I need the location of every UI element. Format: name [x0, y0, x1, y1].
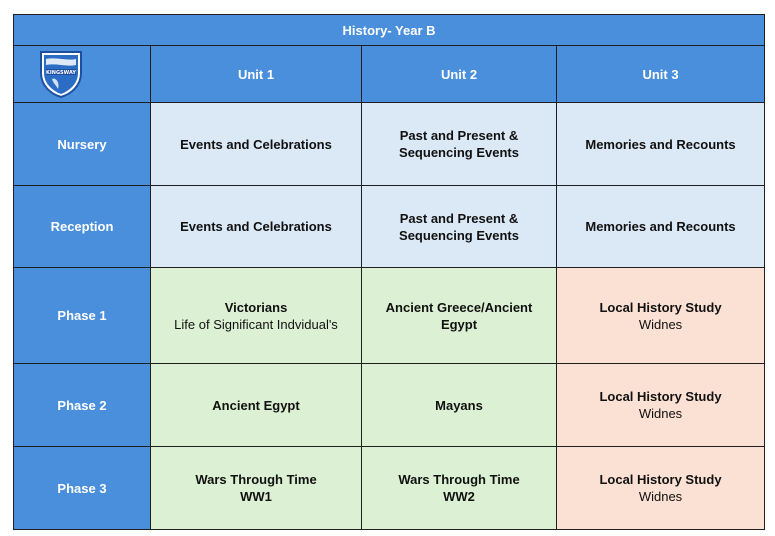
table-row: [14, 364, 765, 447]
kingsway-school-crest-icon: [38, 49, 84, 99]
column-header-unit-1: Unit 1: [151, 46, 362, 103]
cell-phase-2-unit-3: [557, 364, 765, 447]
cell-phase-3-unit-1: [151, 447, 362, 530]
cell-title: Local History Study: [599, 299, 722, 315]
cell-title: Local History Study: [599, 389, 722, 404]
column-header-unit-3: Unit 3: [557, 46, 765, 103]
cell-subtitle: Widnes: [638, 316, 683, 332]
cell-title: Ancient Egypt: [212, 397, 300, 413]
cell-subtitle: WW2: [443, 489, 475, 504]
cell-title: Victorians: [224, 299, 288, 315]
logo-cell: [14, 46, 151, 103]
cell-phase-1-unit-2: [362, 268, 557, 364]
cell-title: Memories and Recounts: [585, 136, 736, 152]
cell-title: Events and Celebrations: [180, 219, 332, 234]
row-header-phase-3: Phase 3: [14, 447, 151, 530]
row-header-nursery: Nursery: [14, 103, 151, 186]
cell-reception-unit-3: [557, 186, 765, 268]
cell-subtitle: Widnes: [638, 406, 683, 421]
cell-phase-2-unit-1: [151, 364, 362, 447]
cell-title: Local History Study: [599, 472, 722, 487]
cell-reception-unit-1: [151, 186, 362, 268]
cell-subtitle: WW1: [240, 489, 272, 504]
table-row: [14, 447, 765, 530]
cell-title: Wars Through Time: [398, 472, 520, 487]
cell-title: Memories and Recounts: [585, 219, 736, 234]
table-title: History- Year B: [14, 15, 765, 46]
cell-title: Ancient Greece/Ancient Egypt: [385, 299, 533, 332]
row-header-reception: Reception: [14, 186, 151, 268]
cell-phase-1-unit-1: [151, 268, 362, 364]
cell-nursery-unit-2: [362, 103, 557, 186]
cell-nursery-unit-1: [151, 103, 362, 186]
column-header-unit-2: Unit 2: [362, 46, 557, 103]
row-header-phase-2: Phase 2: [14, 364, 151, 447]
cell-title: Past and Present & Sequencing Events: [399, 210, 519, 243]
history-curriculum-table: [13, 14, 765, 530]
table-row: [14, 186, 765, 268]
cell-reception-unit-2: [362, 186, 557, 268]
cell-title: Events and Celebrations: [180, 136, 332, 152]
row-header-phase-1: Phase 1: [14, 268, 151, 364]
cell-phase-3-unit-2: [362, 447, 557, 530]
cell-title: Mayans: [435, 397, 483, 413]
table-row: [14, 268, 765, 364]
cell-phase-2-unit-2: [362, 364, 557, 447]
cell-phase-1-unit-3: [557, 268, 765, 364]
cell-phase-3-unit-3: [557, 447, 765, 530]
table-row: [14, 103, 765, 186]
cell-subtitle: Life of Significant Indvidual's: [174, 316, 338, 332]
logo-text: KINGSWAY: [46, 70, 76, 76]
cell-nursery-unit-3: [557, 103, 765, 186]
cell-title: Past and Present & Sequencing Events: [399, 128, 519, 160]
cell-subtitle: Widnes: [638, 489, 683, 504]
cell-title: Wars Through Time: [195, 472, 317, 487]
